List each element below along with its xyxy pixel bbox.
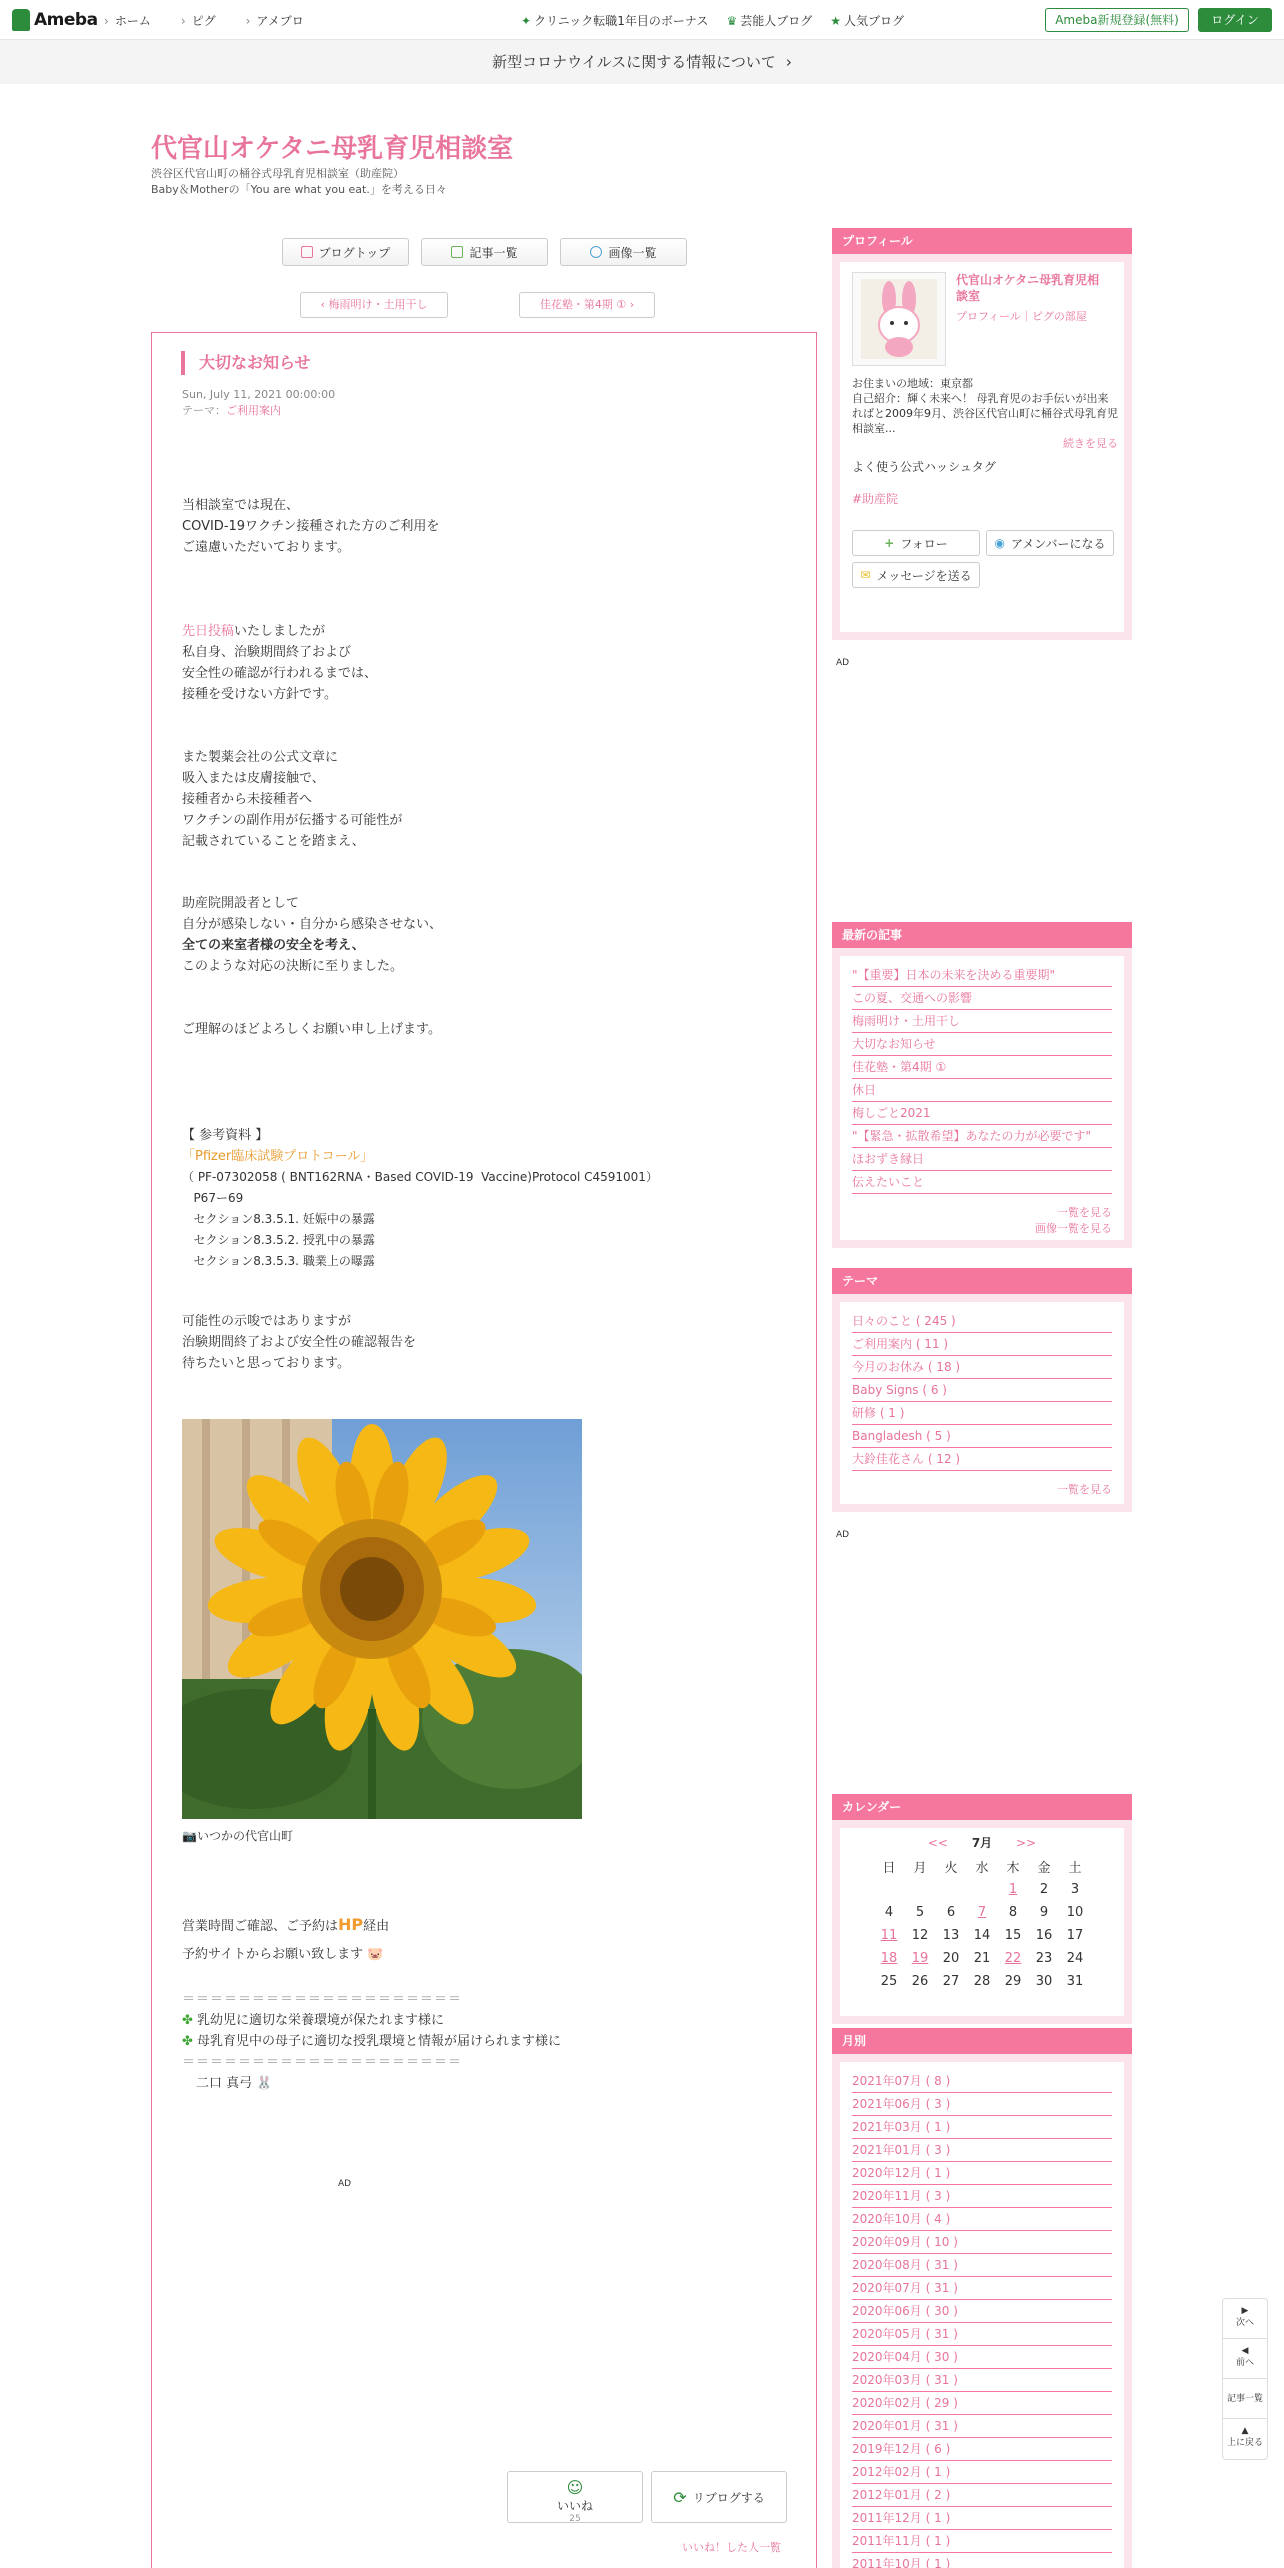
- theme-link[interactable]: ご利用案内 ( 11 ): [852, 1333, 1112, 1356]
- month-archive-link[interactable]: 2019年12月 ( 6 ): [852, 2438, 1112, 2461]
- star-icon: ★: [830, 14, 841, 28]
- global-nav-left: [104, 12, 304, 29]
- logo-text: Ameba: [34, 10, 98, 30]
- themes-heading: テーマ: [832, 1268, 1132, 1294]
- calendar-day: 20: [942, 1951, 960, 1966]
- theme-link[interactable]: 今月のお休み ( 18 ): [852, 1356, 1112, 1379]
- liked-users-link[interactable]: いいね！した人一覧: [682, 2541, 781, 2554]
- recent-entry-link[interactable]: ほおずき縁日: [852, 1148, 1112, 1171]
- rabbit-avatar-icon: [853, 273, 945, 365]
- calendar-day: 2: [1039, 1882, 1049, 1897]
- calendar-day: 9: [1039, 1905, 1049, 1920]
- recent-entry-link[interactable]: 佳花塾・第4期 ①: [852, 1056, 1112, 1079]
- previous-post-link[interactable]: 先日投稿: [182, 624, 235, 639]
- ameba-logo-icon: [12, 9, 30, 31]
- calendar-week: [874, 1970, 1091, 1993]
- recent-entry-link[interactable]: "【重要】日本の未来を決める重要期": [852, 964, 1112, 987]
- follow-button[interactable]: + フォロー: [852, 530, 980, 556]
- divider-top: ＝＝＝＝＝＝＝＝＝＝＝＝＝＝＝＝＝＝＝＝: [182, 1992, 463, 2007]
- month-archive-link[interactable]: 2020年08月 ( 31 ): [852, 2254, 1112, 2277]
- reservation-info: 営業時間ご確認、ご予約はHP経由 予約サイトからお願い致します 🐷: [182, 1915, 390, 1962]
- calendar-day: 15: [1004, 1928, 1022, 1943]
- ad-label: AD: [338, 2179, 352, 2189]
- hp-link[interactable]: HP: [338, 1915, 364, 1934]
- month-archive-link[interactable]: 2020年10月 ( 4 ): [852, 2208, 1112, 2231]
- pig-emoji-icon: 🐷: [367, 1947, 384, 1962]
- profile-widget: [832, 228, 1132, 640]
- calendar-day: 14: [973, 1928, 991, 1943]
- month-archive-link[interactable]: 2021年07月 ( 8 ): [852, 2070, 1112, 2093]
- blog-description: 渋谷区代官山町の桶谷式母乳育児相談室（助産院） Baby＆Motherの「You are what you eat.」を考える日々: [151, 167, 447, 196]
- calendar-day: 27: [942, 1974, 960, 1989]
- month-archive-link[interactable]: 2020年06月 ( 30 ): [852, 2300, 1112, 2323]
- recent-entry-link[interactable]: 大切なお知らせ: [852, 1033, 1112, 1056]
- member-icon: ◉: [994, 536, 1006, 550]
- fixed-next-button[interactable]: ▶ 次へ: [1223, 2299, 1267, 2339]
- calendar-day: 8: [1008, 1905, 1018, 1920]
- tab-blog-top[interactable]: ブログトップ: [282, 238, 409, 266]
- weekday-label: 水: [975, 1861, 989, 1876]
- hashtag-link[interactable]: #助産院: [852, 492, 899, 506]
- clover-icon: ✤: [182, 2013, 193, 2028]
- envelope-icon: ✉: [860, 568, 871, 582]
- month-archive-link[interactable]: 2021年06月 ( 3 ): [852, 2093, 1112, 2116]
- calendar-month: 7月: [971, 1836, 993, 1850]
- like-button[interactable]: ☺ いいね 25: [507, 2471, 643, 2523]
- month-archive-link[interactable]: 2021年01月 ( 3 ): [852, 2139, 1112, 2162]
- nav-home[interactable]: › ホーム: [104, 12, 151, 29]
- theme-link[interactable]: Bangladesh ( 5 ): [852, 1425, 1112, 1448]
- calendar-day[interactable]: 7: [977, 1905, 987, 1920]
- entry-date: Sun, July 11, 2021 00:00:00: [182, 388, 336, 401]
- global-header: [0, 0, 1284, 40]
- register-button[interactable]: Ameba新規登録(無料): [1045, 8, 1189, 32]
- month-archive-link[interactable]: 2020年11月 ( 3 ): [852, 2185, 1112, 2208]
- month-archive-link[interactable]: 2020年01月 ( 31 ): [852, 2415, 1112, 2438]
- month-list: [840, 2062, 1124, 2568]
- profile-more-link[interactable]: 続きを見る: [1063, 437, 1118, 450]
- theme-link[interactable]: 研修 ( 1 ): [852, 1402, 1112, 1425]
- calendar-day[interactable]: 1: [1008, 1882, 1018, 1897]
- nav-popular-blog[interactable]: ★ 人気ブログ: [830, 14, 904, 28]
- photo-caption: 📷いつかの代官山町: [182, 1829, 293, 1843]
- calendar-week: [874, 1924, 1091, 1947]
- signature-block: ＝＝＝＝＝＝＝＝＝＝＝＝＝＝＝＝＝＝＝＝ ✤ 乳幼児に適切な栄養環境が保たれます様に ✤ 母乳育児中の母子に適切な授乳環境と情報が届けられます様に ＝＝＝＝＝＝＝＝＝＝＝＝＝＝＝＝＝＝＝＝ 二口 真弓 🐰: [182, 1989, 561, 2094]
- recent-more-link[interactable]: 一覧を見る: [1057, 1206, 1112, 1219]
- month-archive-link[interactable]: 2011年11月 ( 1 ): [852, 2530, 1112, 2553]
- month-archive-link[interactable]: 2020年12月 ( 1 ): [852, 2162, 1112, 2185]
- sparkle-icon: ✦: [520, 14, 531, 28]
- calendar-day: 25: [880, 1974, 898, 1989]
- calendar-prev[interactable]: <<: [927, 1836, 948, 1850]
- reblog-icon: ⟳: [673, 2487, 687, 2507]
- calendar-day: 13: [942, 1928, 960, 1943]
- month-archive-link[interactable]: 2020年09月 ( 10 ): [852, 2231, 1112, 2254]
- plus-icon: +: [884, 536, 895, 550]
- calendar-day[interactable]: 19: [911, 1951, 929, 1966]
- weekday-label: 月: [913, 1861, 927, 1876]
- login-button[interactable]: ログイン: [1198, 8, 1272, 32]
- calendar-day: 29: [1004, 1974, 1022, 1989]
- crown-icon: ♛: [726, 14, 738, 28]
- entry-meta: Sun, July 11, 2021 00:00:00 テーマ：ご利用案内: [182, 388, 336, 417]
- clover-icon: ✤: [182, 2034, 193, 2049]
- profile-links[interactable]: プロフィール｜ピグの部屋: [956, 310, 1087, 323]
- calendar-week: [874, 1878, 1091, 1901]
- smile-icon: ☺: [566, 2478, 584, 2497]
- blog-tabs: [282, 238, 687, 266]
- theme-link[interactable]: 日々のこと ( 245 ): [852, 1310, 1112, 1333]
- profile-heading: プロフィール: [832, 228, 1132, 254]
- document-icon: [451, 246, 463, 258]
- recent-heading: 最新の記事: [832, 922, 1132, 948]
- sunflower-image: [182, 1419, 582, 1819]
- calendar-day[interactable]: 18: [880, 1951, 898, 1966]
- page-icon: [301, 246, 313, 258]
- themes-more-link[interactable]: 一覧を見る: [1057, 1483, 1112, 1496]
- calendar-table: [874, 1855, 1091, 1993]
- calendar-day: 16: [1035, 1928, 1053, 1943]
- weekday-label: 金: [1037, 1861, 1051, 1876]
- recent-entry-link[interactable]: 梅雨明け・土用干し: [852, 1010, 1112, 1033]
- fixed-list-button[interactable]: 記事一覧: [1223, 2379, 1267, 2419]
- covid-banner[interactable]: [0, 40, 1284, 84]
- calendar-day: 4: [884, 1905, 894, 1920]
- calendar-day: 5: [915, 1905, 925, 1920]
- blog-title[interactable]: 代官山オケタニ母乳育児相談室: [151, 134, 514, 164]
- calendar-day: [874, 1878, 905, 1901]
- calendar-nav: [840, 1834, 1124, 1851]
- month-archive-link[interactable]: 2021年03月 ( 1 ): [852, 2116, 1112, 2139]
- play-left-icon: ◀: [1241, 2346, 1249, 2356]
- nav-ad-link[interactable]: ✦ クリニック転職1年目のボーナス: [520, 14, 709, 28]
- fixed-prev-button[interactable]: ◀ 前へ: [1223, 2339, 1267, 2379]
- sidebar-ad-label-2: AD: [836, 1530, 850, 1540]
- calendar-day: 21: [973, 1951, 991, 1966]
- calendar-day: 12: [911, 1928, 929, 1943]
- profile-avatar[interactable]: [852, 272, 946, 366]
- calendar-widget: [832, 1794, 1132, 2024]
- recent-entry-link[interactable]: この夏、交通への影響: [852, 987, 1112, 1010]
- next-entry-link[interactable]: 佳花塾・第4期 ① ›: [519, 292, 655, 318]
- paragraph-3: また製薬会社の公式文章に 吸入または皮膚接触で、 接種者から未接種者へ ワクチンの副作用が伝播する可能性が 記載されていることを踏まえ、: [182, 750, 403, 849]
- calendar-week: [874, 1947, 1091, 1970]
- themes-widget: [832, 1268, 1132, 1512]
- tab-entry-list[interactable]: 記事一覧: [421, 238, 548, 266]
- recent-entries-widget: [832, 922, 1132, 1248]
- paragraph-5: ご理解のほどよろしくお願い申し上げます。: [182, 1022, 441, 1037]
- paragraph-2: 先日投稿いたしましたが 私自身、治験期間終了および 安全性の確認が行われるまでは、 接種を受けない方針です。: [182, 624, 378, 702]
- month-archive-link[interactable]: 2020年03月 ( 31 ): [852, 2369, 1112, 2392]
- image-list-link[interactable]: 画像一覧を見る: [1035, 1222, 1112, 1235]
- weekday-label: 日: [882, 1861, 896, 1876]
- month-archive-link[interactable]: 2012年01月 ( 2 ): [852, 2484, 1112, 2507]
- sunflower-photo[interactable]: [182, 1419, 582, 1819]
- author-name: 二口 真弓: [196, 2076, 253, 2091]
- camera-icon: [590, 246, 602, 258]
- ameba-logo[interactable]: [12, 8, 98, 32]
- references: 【 参考資料 】 「Pfizer臨床試験プロトコール」 （ PF-07302058 ( BNT162RNA・Based COVID-19 Vaccine)Protocol C4591001） P67ー69 セクション8.3.5.1. 妊娠中の暴露 セクション8.3.5.2. 授乳中の暴露 セクション8.3.5.3. 職業上の曝露: [182, 1128, 658, 1268]
- calendar-heading: カレンダー: [832, 1794, 1132, 1820]
- recent-list: [840, 956, 1124, 1240]
- pfizer-protocol-link[interactable]: 「Pfizer臨床試験プロトコール」: [182, 1149, 374, 1164]
- calendar-week: [874, 1901, 1091, 1924]
- entry-title[interactable]: 大切なお知らせ: [181, 351, 311, 375]
- tab-image-list[interactable]: 画像一覧: [560, 238, 687, 266]
- month-archive-link[interactable]: 2020年04月 ( 30 ): [852, 2346, 1112, 2369]
- calendar-day: 17: [1066, 1928, 1084, 1943]
- monthly-heading: 月別: [832, 2028, 1132, 2054]
- theme-link[interactable]: Baby Signs ( 6 ): [852, 1379, 1112, 1402]
- fixed-top-button[interactable]: ▲ 上に戻る: [1226, 2426, 1263, 2448]
- fixed-entry-nav: [1222, 2298, 1268, 2460]
- calendar-day: [967, 1878, 998, 1901]
- month-archive-link[interactable]: 2020年05月 ( 31 ): [852, 2323, 1112, 2346]
- recent-entry-link[interactable]: 伝えたいこと: [852, 1171, 1112, 1194]
- calendar-next[interactable]: >>: [1016, 1836, 1037, 1850]
- member-button[interactable]: ◉ アメンバーになる: [986, 530, 1114, 556]
- divider-bottom: ＝＝＝＝＝＝＝＝＝＝＝＝＝＝＝＝＝＝＝＝: [182, 2055, 463, 2070]
- month-archive-link[interactable]: 2012年02月 ( 1 ): [852, 2461, 1112, 2484]
- calendar-day: 28: [973, 1974, 991, 1989]
- play-right-icon: ▶: [1241, 2306, 1249, 2316]
- theme-list: [840, 1302, 1124, 1504]
- arrow-up-icon: ▲: [1241, 2426, 1249, 2436]
- calendar-day: 24: [1066, 1951, 1084, 1966]
- paragraph-4: 助産院開設者として 自分が感染しない・自分から感染させない、 全ての来室者様の安全を考え、 このような対応の決断に至りました。: [182, 896, 443, 974]
- prev-entry-link[interactable]: ‹ 梅雨明け・土用干し: [300, 292, 448, 318]
- paragraph-1: 当相談室では現在、 COVID-19ワクチン接種された方のご利用を ご遠慮いただいております。: [182, 498, 440, 555]
- calendar-day[interactable]: 11: [880, 1928, 898, 1943]
- nav-ameblo[interactable]: › アメブロ: [246, 12, 304, 29]
- recent-entry-link[interactable]: "【緊急・拡散希望】あなたの力が必要です": [852, 1125, 1112, 1148]
- entry-theme-link[interactable]: ご利用案内: [226, 404, 281, 417]
- message-button[interactable]: ✉ メッセージを送る: [852, 562, 980, 588]
- month-archive-link[interactable]: 2011年10月 ( 1 ): [852, 2553, 1112, 2568]
- nav-pigg[interactable]: › ピグ: [181, 12, 216, 29]
- calendar-day: 31: [1066, 1974, 1084, 1989]
- paragraph-6: 可能性の示唆ではありますが 治験期間終了および安全性の確認報告を 待ちたいと思っております。: [182, 1314, 417, 1371]
- profile-text: お住まいの地域：東京都 自己紹介：輝く未来へ！ 母乳育児のお手伝いが出来ればと2009年9月、渋谷区代官山町に桶谷式母乳育児相談室... 続きを見る: [852, 377, 1118, 450]
- calendar-weekdays: [874, 1855, 1091, 1878]
- monthly-archive-widget: [832, 2028, 1132, 2568]
- calendar-day: 10: [1066, 1905, 1084, 1920]
- month-archive-link[interactable]: 2020年07月 ( 31 ): [852, 2277, 1112, 2300]
- hashtag-label: よく使う公式ハッシュタグ: [852, 460, 996, 474]
- weekday-label: 火: [944, 1861, 958, 1876]
- month-archive-link[interactable]: 2020年02月 ( 29 ): [852, 2392, 1112, 2415]
- profile-name[interactable]: 代官山オケタニ母乳育児相談室: [956, 273, 1100, 303]
- calendar-day: [905, 1878, 936, 1901]
- weekday-label: 土: [1068, 1861, 1082, 1876]
- weekday-label: 木: [1006, 1861, 1020, 1876]
- calendar-day: 26: [911, 1974, 929, 1989]
- calendar-day: 30: [1035, 1974, 1053, 1989]
- like-count: 25: [569, 2514, 581, 2524]
- calendar-day[interactable]: 22: [1004, 1951, 1022, 1966]
- calendar-day: 6: [946, 1905, 956, 1920]
- global-nav-right: [521, 12, 904, 29]
- recent-entry-link[interactable]: 休日: [852, 1079, 1112, 1102]
- reblog-button[interactable]: ⟳ リブログする: [651, 2471, 787, 2523]
- calendar-day: [936, 1878, 967, 1901]
- calendar-day: 3: [1070, 1882, 1080, 1897]
- recent-entry-link[interactable]: 梅しごと2021: [852, 1102, 1112, 1125]
- covid-banner-text: 新型コロナウイルスに関する情報について: [492, 53, 776, 71]
- chevron-right-icon: ›: [785, 53, 792, 71]
- sidebar-ad-label-1: AD: [836, 658, 850, 668]
- nav-celebrity-blog[interactable]: ♛ 芸能人ブログ: [726, 14, 813, 28]
- calendar-day: 23: [1035, 1951, 1053, 1966]
- entry-article: [151, 332, 817, 2568]
- month-archive-link[interactable]: 2011年12月 ( 1 ): [852, 2507, 1112, 2530]
- theme-link[interactable]: 大鈴佳花さん ( 12 ): [852, 1448, 1112, 1471]
- rabbit-emoji-icon: 🐰: [256, 2076, 273, 2091]
